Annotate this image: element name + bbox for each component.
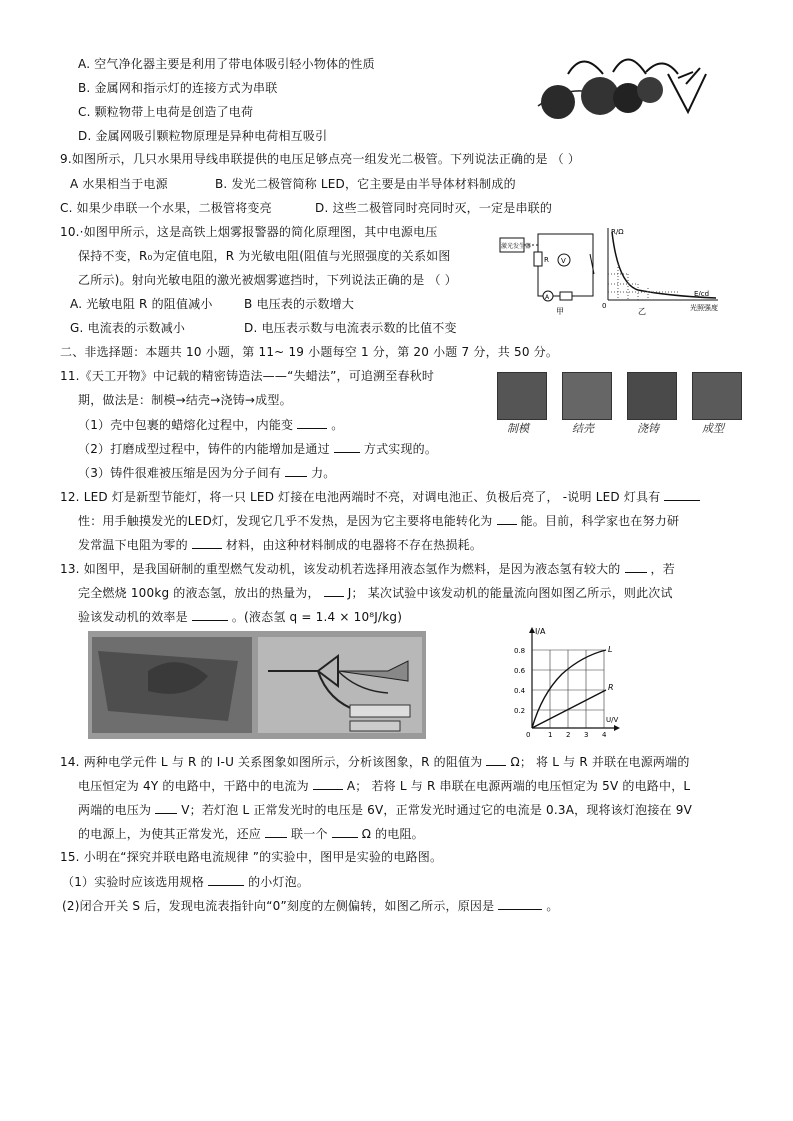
graph-x-label: E/cd — [694, 290, 710, 298]
q14-line-2 — [78, 777, 690, 794]
q15-sub-2-text: (2)闭合开关 S 后，发现电流表指针向“0”刻度的左侧偏转，如图乙所示，原因是 — [62, 899, 495, 913]
q13-line-2 — [78, 584, 673, 601]
q10-line-1: 10.·如图甲所示，这是高铁上烟雾报警器的简化原理图，其中电源电压 — [60, 225, 438, 239]
fruit-battery-figure — [528, 44, 713, 124]
q14-line-3-end: V；若灯泡 L 正常发光时的电压是 6V，正常发光时通过它的电流是 0.3A，现将该灯泡接在 9V — [181, 803, 692, 817]
q15-stem: 15. 小明在“探究并联电路电流规律 ”的实验中，图甲是实验的电路图。 — [60, 850, 443, 864]
q11-sub-2-end: 方式实现的。 — [363, 442, 438, 456]
iu-xtick-0: 0 — [526, 731, 531, 739]
iu-xtick-3: 3 — [584, 731, 589, 739]
answer-blank[interactable] — [332, 825, 358, 838]
q12-line-1-text: 12. LED 灯是新型节能灯，将一只 LED 灯接在电池两端时不亮，对调电池正、负极后亮了， -说明 LED 灯具有 — [60, 490, 661, 504]
curve-l-label: L — [608, 645, 613, 654]
q14-line-1 — [60, 753, 690, 770]
q10-option-d: D. 电压表示数与电流表示数的比值不变 — [244, 321, 457, 335]
q15-sub-1 — [62, 873, 309, 890]
q8-option-d: D. 金属网吸引颗粒物原理是异种电荷相互吸引 — [78, 129, 328, 143]
q9-option-b: B. 发光二极管简称 LED，它主要是由半导体材料制成的 — [215, 177, 516, 191]
engine-energy-flow-figure — [88, 631, 426, 739]
q11-sub-1-text: （1）壳中包裹的蜡熔化过程中，内能变 — [78, 418, 294, 432]
q12-line-2 — [78, 512, 679, 529]
graph-x-sublabel: 光照强度 — [690, 304, 718, 312]
figure-label-yi: 乙 — [638, 307, 646, 316]
iu-ytick-08: 0.8 — [514, 647, 526, 655]
iu-x-label: U/V — [606, 716, 619, 724]
answer-blank[interactable] — [192, 536, 222, 549]
photoresistor-graph — [598, 224, 728, 316]
graph-origin: 0 — [602, 302, 607, 310]
smoke-alarm-circuit — [498, 224, 598, 316]
q15-sub-1-text: （1）实验时应该选用规格 — [62, 875, 205, 889]
q13-line-3-text: 验该发动机的效率是 — [78, 610, 188, 624]
answer-blank[interactable] — [285, 464, 307, 477]
q15-sub-1-end: 的小灯泡。 — [248, 875, 310, 889]
casting-photo-pour — [627, 372, 677, 420]
answer-blank[interactable] — [497, 512, 517, 525]
q15-sub-2-end: 。 — [546, 899, 559, 913]
q14-line-4 — [78, 825, 424, 842]
q14-line-2-end: A； 若将 L 与 R 串联在电源两端的电压恒定为 5V 的电路中，L — [346, 779, 691, 793]
q9-option-a: A 水果相当于电源 — [70, 177, 168, 191]
q13-line-1-text: 13. 如图甲，是我国研制的重型燃气发动机，该发动机若选择用液态氢作为燃料，是因为液态氢有较大的 — [60, 562, 621, 576]
q13-line-1-end: ，若 — [650, 562, 675, 576]
q13-line-2-end: J； 某次试验中该发动机的能量流向图如图乙所示，则此次试 — [347, 586, 673, 600]
answer-blank[interactable] — [208, 873, 244, 886]
q12-line-3-text: 发常温下电阻为零的 — [78, 538, 188, 552]
q9-stem: 9.如图所示，几只水果用导线串联提供的电压足够点亮一组发光二极管。下列说法正确的是 （ ） — [60, 152, 581, 166]
q14-line-1-text: 14. 两种电学元件 L 与 R 的 I-U 关系图象如图所示，分析该图象，R 的阻值为 — [60, 755, 483, 769]
q11-line-1: 11.《天工开物》中记载的精密铸造法——“失蜡法”，可追溯至春秋时 — [60, 369, 435, 383]
casting-photo-finished — [692, 372, 742, 420]
q14-line-3-text: 两端的电压为 — [78, 803, 152, 817]
iu-ytick-06: 0.6 — [514, 667, 526, 675]
q10-line-3: 乙所示)。射向光敏电阻的激光被烟雾遮挡时，下列说法正确的是 （ ） — [78, 273, 457, 287]
answer-blank[interactable] — [297, 416, 327, 429]
q11-sub-1 — [78, 416, 343, 433]
q12-line-3-end: 材料，由这种材料制成的电器将不存在热损耗。 — [225, 538, 483, 552]
q14-line-4-mid: 联一个 — [291, 827, 328, 841]
q12-line-1 — [60, 488, 700, 505]
q13-line-3-end: 。(液态氢 q = 1.4 × 10⁸J/kg) — [231, 610, 403, 624]
answer-blank[interactable] — [625, 560, 647, 573]
q10-option-c: G. 电流表的示数减小 — [70, 321, 186, 335]
casting-photo-mold — [497, 372, 547, 420]
graph-y-label: R/Ω — [611, 228, 624, 236]
laser-generator-label: 激光发生器 — [501, 243, 532, 250]
q8-option-c: C. 颗粒物带上电荷是创造了电荷 — [78, 105, 254, 119]
iu-ytick-02: 0.2 — [514, 707, 526, 715]
q11-line-2: 期，做法是：制模→结壳→浇铸→成型。 — [78, 393, 292, 407]
answer-blank[interactable] — [155, 801, 177, 814]
q11-sub-2 — [78, 440, 437, 457]
caption-mold: 制模 — [507, 422, 529, 435]
answer-blank[interactable] — [664, 488, 700, 501]
q8-option-a: A. 空气净化器主要是利用了带电体吸引轻小物体的性质 — [78, 57, 375, 71]
q14-line-4-text: 的电源上，为使其正常发光，还应 — [78, 827, 262, 841]
q14-line-3 — [78, 801, 692, 818]
q13-line-3 — [78, 608, 402, 625]
iu-xtick-4: 4 — [602, 731, 607, 739]
answer-blank[interactable] — [192, 608, 228, 621]
iu-xtick-2: 2 — [566, 731, 571, 739]
casting-photo-shell — [562, 372, 612, 420]
q14-line-4-end: Ω 的电阻。 — [361, 827, 424, 841]
answer-blank[interactable] — [334, 440, 360, 453]
q10-line-2: 保持不变，R₀为定值电阻，R 为光敏电阻(阻值与光照强度的关系如图 — [78, 249, 451, 263]
svg-text:V: V — [561, 257, 566, 265]
iu-y-label: I/A — [535, 627, 546, 636]
caption-finished: 成型 — [702, 422, 724, 435]
q9-option-d: D. 这些二极管同时亮同时灭，一定是串联的 — [315, 201, 553, 215]
answer-blank[interactable] — [313, 777, 343, 790]
q13-line-1 — [60, 560, 675, 577]
q11-sub-3-end: 力。 — [311, 466, 336, 480]
q12-line-2-end: 能。目前，科学家也在努力研 — [520, 514, 680, 528]
q14-line-2-text: 电压恒定为 4Y 的电路中，干路中的电流为 — [78, 779, 309, 793]
iu-ytick-04: 0.4 — [514, 687, 526, 695]
svg-text:R: R — [544, 256, 549, 264]
q11-sub-2-text: （2）打磨成型过程中，铸件的内能增加是通过 — [78, 442, 330, 456]
q11-sub-3 — [78, 464, 335, 481]
q13-line-2-text: 完全燃烧 100kg 的液态氢，放出的热量为， — [78, 586, 320, 600]
q11-sub-3-text: （3）铸件很难被压缩是因为分子间有 — [78, 466, 282, 480]
iu-xtick-1: 1 — [548, 731, 553, 739]
figure-label-jia: 甲 — [556, 307, 564, 316]
q14-line-1-end: Ω； 将 L 与 R 并联在电源两端的 — [510, 755, 690, 769]
caption-shell: 结壳 — [572, 422, 594, 435]
answer-blank[interactable] — [486, 753, 506, 766]
q12-line-2-text: 性：用手触摸发光的LED灯，发现它几乎不发热，是因为它主要将电能转化为 — [78, 514, 493, 528]
answer-blank[interactable] — [324, 584, 344, 597]
section-2-heading: 二、非选择题：本题共 10 小题，第 11~ 19 小题每空 1 分，第 20 小题 7 分，共 50 分。 — [60, 345, 559, 359]
svg-text:A: A — [545, 294, 550, 301]
q12-line-3 — [78, 536, 482, 553]
curve-r-label: R — [608, 683, 614, 692]
q15-sub-2 — [62, 897, 559, 914]
caption-pour: 浇铸 — [637, 422, 659, 435]
iu-graph — [502, 624, 622, 742]
q11-sub-1-end: 。 — [331, 418, 344, 432]
q10-option-b: B 电压表的示数增大 — [244, 297, 355, 311]
q9-option-c: C. 如果少串联一个水果，二极管将变亮 — [60, 201, 272, 215]
answer-blank[interactable] — [265, 825, 287, 838]
q10-option-a: A. 光敏电阻 R 的阻值减小 — [70, 297, 213, 311]
q8-option-b: B. 金属网和指示灯的连接方式为串联 — [78, 81, 278, 95]
answer-blank[interactable] — [498, 897, 542, 910]
